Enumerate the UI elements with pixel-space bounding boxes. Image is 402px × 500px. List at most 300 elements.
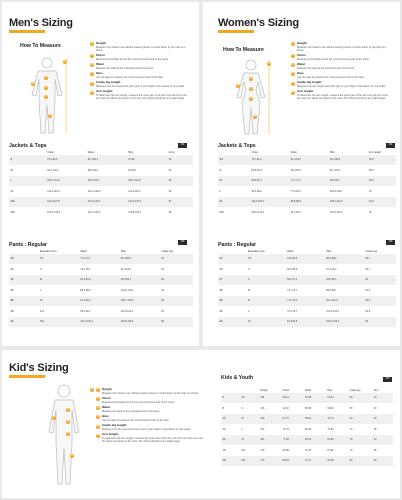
table-row bbox=[218, 207, 396, 218]
womens-pants-heading: Pants : Regular bbox=[218, 242, 257, 248]
table-cell: XS bbox=[246, 254, 285, 265]
table-cell: 59,5 bbox=[368, 165, 397, 176]
table-cell: 81 bbox=[364, 275, 396, 286]
table-cell: M bbox=[240, 414, 259, 425]
kids-table-heading: Kids & Youth bbox=[221, 375, 254, 381]
table-cell: 96,5-99,1 bbox=[79, 306, 119, 317]
table-cell: 73,7-76,2 bbox=[286, 296, 325, 307]
table-cell: 71,1-73,7 bbox=[286, 285, 325, 296]
kids-table-rows bbox=[221, 393, 393, 467]
col-header: Equivalent size bbox=[39, 249, 57, 253]
table-cell: 81,3-83,8 bbox=[79, 275, 119, 286]
kids-instructions bbox=[96, 388, 206, 446]
table-cell: 119,4-124,5 bbox=[86, 207, 126, 218]
table-cell: 111,8-116,8 bbox=[86, 197, 126, 208]
table-cell: 96,5-101,6 bbox=[86, 176, 126, 187]
womens-instruction-chest bbox=[291, 54, 391, 61]
table-cell: XS bbox=[38, 254, 78, 265]
instruction-text: Measure horizontally across the most prominent part of the chest. bbox=[297, 57, 370, 61]
mens-instruction-waist bbox=[90, 63, 190, 70]
col-header: Hips bbox=[329, 150, 335, 154]
mens-title: Men's Sizing bbox=[9, 17, 73, 29]
size-label-cell: 12 bbox=[221, 424, 240, 435]
instruction-title: Height bbox=[297, 41, 307, 45]
table-cell: 116,8-119,4 bbox=[119, 317, 159, 328]
instruction-title: Arm length bbox=[96, 89, 113, 94]
instruction-title: Waist bbox=[297, 62, 306, 67]
table-cell: 3XL bbox=[240, 456, 259, 467]
mens-marker-inside-leg: 5 bbox=[49, 114, 51, 117]
table-cell: 109,2-114,3 bbox=[328, 197, 367, 208]
instruction-text: Measure the waist at the narrowest part of the torso. bbox=[96, 66, 154, 70]
table-cell: 81,3-83,8 bbox=[286, 317, 325, 328]
table-cell: 71,1-73,7 bbox=[289, 176, 328, 187]
step-number: 2 bbox=[91, 54, 93, 58]
kids-unit-badge[interactable]: CM bbox=[383, 377, 392, 382]
col-header: Inside Leg bbox=[365, 249, 377, 253]
table-row bbox=[218, 155, 396, 166]
table-cell: 66 bbox=[167, 186, 193, 197]
table-cell: 78,7-81,3 bbox=[250, 155, 289, 166]
size-label-cell: 30 bbox=[218, 306, 246, 317]
table-cell: 91,4-94,0 bbox=[325, 264, 364, 275]
kids-title-underline bbox=[9, 375, 45, 378]
mens-instruction-hips bbox=[90, 72, 190, 79]
col-header: Equivalent size bbox=[247, 249, 265, 253]
instruction-text: Measure from the uppermost inner part of your thigh to the bottom of your ankle. bbox=[102, 428, 191, 432]
kids-marker-arm: 6 bbox=[53, 416, 55, 419]
table-row bbox=[221, 414, 393, 425]
table-cell: 91,4-94,0 bbox=[328, 165, 367, 176]
table-cell: 83 bbox=[160, 306, 193, 317]
womens-title-underline bbox=[218, 30, 254, 33]
mens-marker-arm: 6 bbox=[32, 82, 34, 85]
step-number: 2 bbox=[97, 397, 99, 401]
mens-marker-hips: 4 bbox=[45, 95, 47, 98]
womens-marker-arm: 6 bbox=[237, 84, 239, 87]
size-label-cell: 2XL bbox=[9, 197, 46, 208]
table-cell: 74-77 bbox=[304, 456, 326, 467]
table-cell: 70 bbox=[348, 424, 372, 435]
table-cell: 109,2-114,3 bbox=[250, 207, 289, 218]
size-label-cell: 40 bbox=[9, 317, 38, 328]
table-cell: 56-58 bbox=[304, 403, 326, 414]
womens-instruction-arm bbox=[291, 90, 391, 100]
table-cell: 69 bbox=[372, 456, 393, 467]
table-cell: 91-96 bbox=[127, 155, 167, 166]
kids-instruction-hips bbox=[96, 415, 206, 422]
womens-jackets-unit-badge[interactable]: CM bbox=[386, 143, 395, 148]
table-cell: 140 bbox=[259, 414, 281, 425]
table-cell: 99,1-104,1 bbox=[46, 165, 86, 176]
table-cell: 91,4-94,0 bbox=[119, 264, 159, 275]
table-cell: 101,6-104,1 bbox=[325, 306, 364, 317]
table-row bbox=[9, 197, 193, 208]
mens-sizing-panel bbox=[2, 2, 199, 346]
table-cell: 121,9-127,0 bbox=[127, 197, 167, 208]
table-cell: 53 bbox=[372, 414, 393, 425]
table-cell: 48 bbox=[372, 403, 393, 414]
size-label-cell: 34 bbox=[9, 285, 38, 296]
table-cell: 76,2-78,7 bbox=[286, 306, 325, 317]
table-row bbox=[9, 317, 193, 328]
table-cell: 66,0-68,6 bbox=[286, 264, 325, 275]
table-cell: 81-86 bbox=[326, 435, 348, 446]
table-cell: 61,5 bbox=[368, 197, 397, 208]
mens-marker-height: 1 bbox=[64, 60, 66, 63]
instruction-title: Inside leg length bbox=[102, 423, 127, 428]
step-number: 2 bbox=[292, 54, 294, 58]
table-cell: 77-82 bbox=[281, 435, 303, 446]
col-header: Waist bbox=[290, 150, 297, 154]
table-cell: 50 bbox=[348, 393, 372, 404]
col-header: Waist bbox=[287, 249, 294, 253]
table-row bbox=[9, 155, 193, 166]
instruction-text: Measure from head to toe without wearing shoes. It works better by the help of a friend. bbox=[96, 45, 185, 52]
size-label-cell: 24 bbox=[218, 254, 246, 265]
col-header: Waist bbox=[87, 150, 94, 154]
womens-instructions bbox=[291, 42, 391, 103]
table-cell: 91,4-94,0 bbox=[79, 296, 119, 307]
table-cell: 81,8 bbox=[364, 306, 396, 317]
table-cell: 91,4-96,5 bbox=[289, 207, 328, 218]
mens-jackets-unit-badge[interactable]: CM bbox=[178, 143, 187, 148]
table-cell: 62-65 bbox=[304, 424, 326, 435]
table-cell: 80,7 bbox=[364, 254, 396, 265]
table-cell: 114,3-119,4 bbox=[46, 186, 86, 197]
table-cell: 76,2-78,7 bbox=[79, 264, 119, 275]
table-cell: 106,7-109,2 bbox=[119, 296, 159, 307]
table-cell: 77,5-81,3 bbox=[289, 186, 328, 197]
kids-instruction-inside-leg bbox=[96, 424, 206, 431]
table-cell: 176 bbox=[259, 456, 281, 467]
table-row bbox=[221, 424, 393, 435]
table-row bbox=[221, 393, 393, 404]
table-row bbox=[221, 403, 393, 414]
womens-instruction-inside-leg bbox=[291, 81, 391, 88]
table-cell: 66,0-68,6 bbox=[289, 165, 328, 176]
size-label-cell: L bbox=[218, 186, 250, 197]
size-label-cell: XL bbox=[218, 197, 250, 208]
size-label-cell: 18 bbox=[221, 456, 240, 467]
table-cell: 62 bbox=[368, 207, 397, 218]
mens-instruction-chest bbox=[90, 54, 190, 61]
instruction-text: Use the tape to measure the most prominent part of the hips. bbox=[102, 419, 170, 423]
size-label-cell: S bbox=[218, 165, 250, 176]
table-cell: 58-61 bbox=[304, 414, 326, 425]
instruction-text: Use the tape to measure the most prominent part of the hips. bbox=[297, 76, 365, 80]
table-cell: 82 bbox=[348, 456, 372, 467]
table-cell: L bbox=[38, 285, 78, 296]
table-cell: 164 bbox=[259, 435, 281, 446]
womens-jackets-rows bbox=[218, 155, 396, 218]
table-row bbox=[218, 306, 396, 317]
table-cell: 64 bbox=[348, 414, 372, 425]
instruction-title: Inside leg length bbox=[297, 80, 322, 85]
table-cell: 3XL bbox=[38, 317, 78, 328]
womens-instruction-waist bbox=[291, 63, 391, 70]
table-cell: 128 bbox=[259, 403, 281, 414]
mens-pants-unit-badge[interactable]: CM bbox=[178, 240, 187, 245]
col-header: Arm length bbox=[369, 150, 382, 154]
table-cell: XL bbox=[246, 317, 285, 328]
size-label-cell: 6 bbox=[221, 393, 240, 404]
instruction-text: To determine the arm length, measure the outer part of the arm from the top of the arm over the elbow and down to the wrist. The elbow should be at a slight angle. bbox=[297, 94, 388, 101]
step-number: 4 bbox=[292, 72, 294, 76]
col-header: Hips bbox=[120, 249, 126, 253]
table-cell: 83 bbox=[160, 317, 193, 328]
instruction-title: Chest bbox=[96, 53, 105, 58]
size-label-cell: 3XL bbox=[9, 207, 46, 218]
table-cell: 116 bbox=[259, 393, 281, 404]
table-cell: 82 bbox=[160, 296, 193, 307]
table-cell: 116,8-121,9 bbox=[328, 207, 367, 218]
table-cell: 75-80 bbox=[326, 424, 348, 435]
table-cell: 81,3-86,4 bbox=[86, 155, 126, 166]
table-cell: 106,7-111,8 bbox=[127, 176, 167, 187]
table-row bbox=[9, 176, 193, 187]
mens-pants-heading: Pants : Regular bbox=[9, 242, 48, 248]
table-cell: 87-92 bbox=[326, 445, 348, 456]
col-header: Arms bbox=[168, 150, 175, 154]
table-cell: S bbox=[38, 264, 78, 275]
table-cell: 86,4-88,9 bbox=[328, 155, 367, 166]
table-row bbox=[9, 296, 193, 307]
table-row bbox=[218, 275, 396, 286]
womens-pants-rows bbox=[218, 254, 396, 328]
col-header: Waist bbox=[80, 249, 87, 253]
womens-instruction-height bbox=[291, 42, 391, 52]
mens-instruction-arm bbox=[90, 90, 190, 100]
womens-pants-table bbox=[218, 249, 396, 328]
step-number: 5 bbox=[292, 81, 294, 85]
table-cell: 82 bbox=[160, 275, 193, 286]
instruction-title: Inside leg length bbox=[96, 80, 121, 85]
step-number: 1 bbox=[97, 388, 99, 392]
instruction-title: Height bbox=[102, 387, 112, 391]
table-row bbox=[218, 254, 396, 265]
instruction-text: To determine the arm length, measure the outer part of the arm from the top of the arm over the elbow and down to the wrist. The elbow should be at a slight angle. bbox=[102, 437, 204, 444]
size-label-cell: 10 bbox=[221, 414, 240, 425]
table-row bbox=[221, 435, 393, 446]
size-label-cell: L bbox=[9, 176, 46, 187]
mens-pants-rows bbox=[9, 254, 193, 328]
table-cell: S bbox=[246, 264, 285, 275]
table-cell: 63 bbox=[372, 435, 393, 446]
mens-title-underline bbox=[9, 30, 45, 33]
womens-marker-hips: 4 bbox=[250, 97, 252, 100]
table-cell: 81,3 bbox=[364, 285, 396, 296]
instruction-title: Height bbox=[96, 41, 106, 45]
table-cell: 106,7-109,2 bbox=[325, 317, 364, 328]
table-cell: 83,8-88,9 bbox=[289, 197, 328, 208]
table-cell: 58-61 bbox=[281, 393, 303, 404]
instruction-title: Chest bbox=[297, 53, 306, 58]
kids-body-figure bbox=[42, 382, 86, 490]
size-label-cell: 8 bbox=[221, 403, 240, 414]
size-label-cell: M bbox=[9, 165, 46, 176]
table-row bbox=[218, 186, 396, 197]
table-cell: 62-66 bbox=[281, 403, 303, 414]
table-cell: 81 bbox=[160, 264, 193, 275]
step-number: 3 bbox=[91, 63, 93, 67]
table-cell: 80,7 bbox=[364, 264, 396, 275]
table-cell: 63 bbox=[167, 155, 193, 166]
step-number: 5 bbox=[97, 424, 99, 428]
table-cell: 104,1-109,2 bbox=[86, 186, 126, 197]
table-cell: 58 bbox=[348, 403, 372, 414]
table-cell: 83,8-86,4 bbox=[250, 165, 289, 176]
size-label-cell: 38 bbox=[9, 306, 38, 317]
col-header: Inside leg bbox=[349, 388, 361, 392]
size-label-cell: 14 bbox=[221, 435, 240, 446]
table-cell: 94,0-96,5 bbox=[325, 275, 364, 286]
table-cell: 66 bbox=[372, 445, 393, 456]
table-cell: 70-74 bbox=[326, 414, 348, 425]
womens-measure-heading: How To Measure bbox=[223, 47, 264, 53]
col-header: Chest bbox=[282, 388, 290, 392]
table-cell: 152 bbox=[259, 424, 281, 435]
kids-table bbox=[221, 388, 393, 467]
table-cell: 61,0-63,5 bbox=[286, 254, 325, 265]
womens-instruction-hips bbox=[291, 72, 391, 79]
instruction-title: Arm length bbox=[102, 432, 119, 437]
table-cell: XL bbox=[38, 296, 78, 307]
table-row bbox=[218, 296, 396, 307]
col-header: Inside Leg bbox=[161, 249, 173, 253]
table-cell: 99-104 bbox=[127, 165, 167, 176]
size-label-cell: 2XL bbox=[218, 207, 250, 218]
instruction-text: Measure from head to toe without wearing shoes. It works better by the help of a friend. bbox=[297, 45, 386, 52]
table-row bbox=[9, 254, 193, 265]
table-cell: 82 bbox=[160, 285, 193, 296]
table-cell: 65 bbox=[167, 176, 193, 187]
table-cell: 2XL bbox=[240, 445, 259, 456]
table-cell: 96,5-99,1 bbox=[325, 285, 364, 296]
table-cell: 2XL bbox=[38, 306, 78, 317]
step-number: 6 bbox=[97, 433, 99, 437]
table-row bbox=[9, 285, 193, 296]
mens-jackets-table bbox=[9, 150, 193, 218]
table-cell: 86,4-88,9 bbox=[325, 254, 364, 265]
table-cell: 71,1-73,7 bbox=[79, 254, 119, 265]
kids-title: Kid's Sizing bbox=[9, 362, 69, 374]
table-cell: 114,3-119,4 bbox=[127, 186, 167, 197]
table-cell: 71-76 bbox=[281, 424, 303, 435]
size-label-cell: 36 bbox=[9, 296, 38, 307]
size-label-cell: 16 bbox=[221, 445, 240, 456]
table-cell: 102,9-106,7 bbox=[328, 186, 367, 197]
step-number: 3 bbox=[97, 406, 99, 410]
step-number: 4 bbox=[91, 72, 93, 76]
table-cell: 96,5-99,1 bbox=[119, 275, 159, 286]
kids-marker-chest: 2 bbox=[67, 408, 69, 411]
mens-instruction-height bbox=[90, 42, 190, 52]
size-label-cell: 32 bbox=[218, 317, 246, 328]
table-row bbox=[218, 264, 396, 275]
instruction-text: Measure the waist at the narrowest part of the torso. bbox=[297, 66, 355, 70]
table-cell: XS bbox=[240, 393, 259, 404]
table-cell: 64 bbox=[167, 165, 193, 176]
table-cell: 106,7-111,8 bbox=[46, 176, 86, 187]
table-row bbox=[218, 176, 396, 187]
table-cell: 43 bbox=[372, 393, 393, 404]
instruction-title: Waist bbox=[102, 405, 111, 410]
mens-measure-heading: How To Measure bbox=[20, 43, 61, 49]
table-cell: 89-94 bbox=[281, 456, 303, 467]
instruction-text: Use the tape to measure the most prominent part of the hips. bbox=[96, 76, 164, 80]
table-cell: 86,4-88,9 bbox=[119, 254, 159, 265]
table-cell: S bbox=[240, 403, 259, 414]
table-cell: 82 bbox=[364, 317, 396, 328]
table-row bbox=[218, 197, 396, 208]
instruction-title: Hips bbox=[102, 414, 109, 419]
instruction-title: Chest bbox=[102, 396, 111, 401]
size-label-cell: 29 bbox=[218, 296, 246, 307]
instruction-text: Measure the waist at the narrowest part of the torso. bbox=[102, 409, 160, 413]
table-row bbox=[9, 207, 193, 218]
instruction-title: Arm length bbox=[297, 89, 314, 94]
step-number: 4 bbox=[97, 415, 99, 419]
table-cell: 88,9-91,4 bbox=[250, 176, 289, 187]
womens-title: Women's Sizing bbox=[218, 17, 299, 29]
mens-jackets-rows bbox=[9, 155, 193, 218]
size-label-cell: 30 bbox=[9, 264, 38, 275]
kids-sizing-panel bbox=[2, 350, 400, 498]
step-number: 1 bbox=[91, 42, 93, 46]
size-label-cell: XL bbox=[9, 186, 46, 197]
table-cell: 93-98 bbox=[326, 456, 348, 467]
col-header: Hips bbox=[326, 249, 332, 253]
table-cell: L bbox=[246, 306, 285, 317]
col-header: Hips bbox=[128, 150, 134, 154]
kids-instruction-waist bbox=[96, 406, 206, 413]
kids-instruction-chest bbox=[96, 397, 206, 404]
table-row bbox=[221, 456, 393, 467]
table-cell: 65-69 bbox=[326, 403, 348, 414]
instruction-title: Waist bbox=[96, 62, 105, 67]
size-label-cell: XS bbox=[218, 155, 250, 166]
instruction-text: Measure from the uppermost inner part of your thigh to the bottom of your ankle. bbox=[96, 85, 185, 89]
step-number: 6 bbox=[292, 90, 294, 94]
instruction-title: Hips bbox=[96, 71, 103, 76]
womens-jackets-heading: Jackets & Tops bbox=[218, 143, 256, 149]
instruction-text: Measure horizontally across the most prominent part of the chest. bbox=[96, 57, 169, 61]
kids-instruction-arm bbox=[96, 433, 206, 443]
table-cell: 60,5 bbox=[368, 176, 397, 187]
step-number: 6 bbox=[91, 90, 93, 94]
table-cell: 129,5-134,6 bbox=[127, 207, 167, 218]
table-cell: 68,6-71,1 bbox=[286, 275, 325, 286]
kids-marker-inside-leg: 5 bbox=[71, 454, 73, 457]
table-row bbox=[9, 264, 193, 275]
kids-marker-height: 1 bbox=[91, 388, 93, 391]
table-cell: 58 bbox=[372, 424, 393, 435]
table-cell: 86,4-88,9 bbox=[79, 285, 119, 296]
mens-marker-chest: 2 bbox=[45, 76, 47, 79]
table-cell: 101,6-104,1 bbox=[119, 285, 159, 296]
mens-pants-table bbox=[9, 249, 193, 328]
table-cell: 66-69 bbox=[304, 435, 326, 446]
table-cell: 170 bbox=[259, 445, 281, 456]
table-row bbox=[218, 317, 396, 328]
instruction-text: Measure from the uppermost inner part of your thigh to the bottom of your ankle. bbox=[297, 85, 386, 89]
col-header: Hips bbox=[327, 388, 333, 392]
size-label-cell: 26 bbox=[218, 264, 246, 275]
table-cell: XL bbox=[240, 435, 259, 446]
womens-pants-unit-badge[interactable]: CM bbox=[386, 240, 395, 245]
kids-marker-waist: 3 bbox=[67, 420, 69, 423]
